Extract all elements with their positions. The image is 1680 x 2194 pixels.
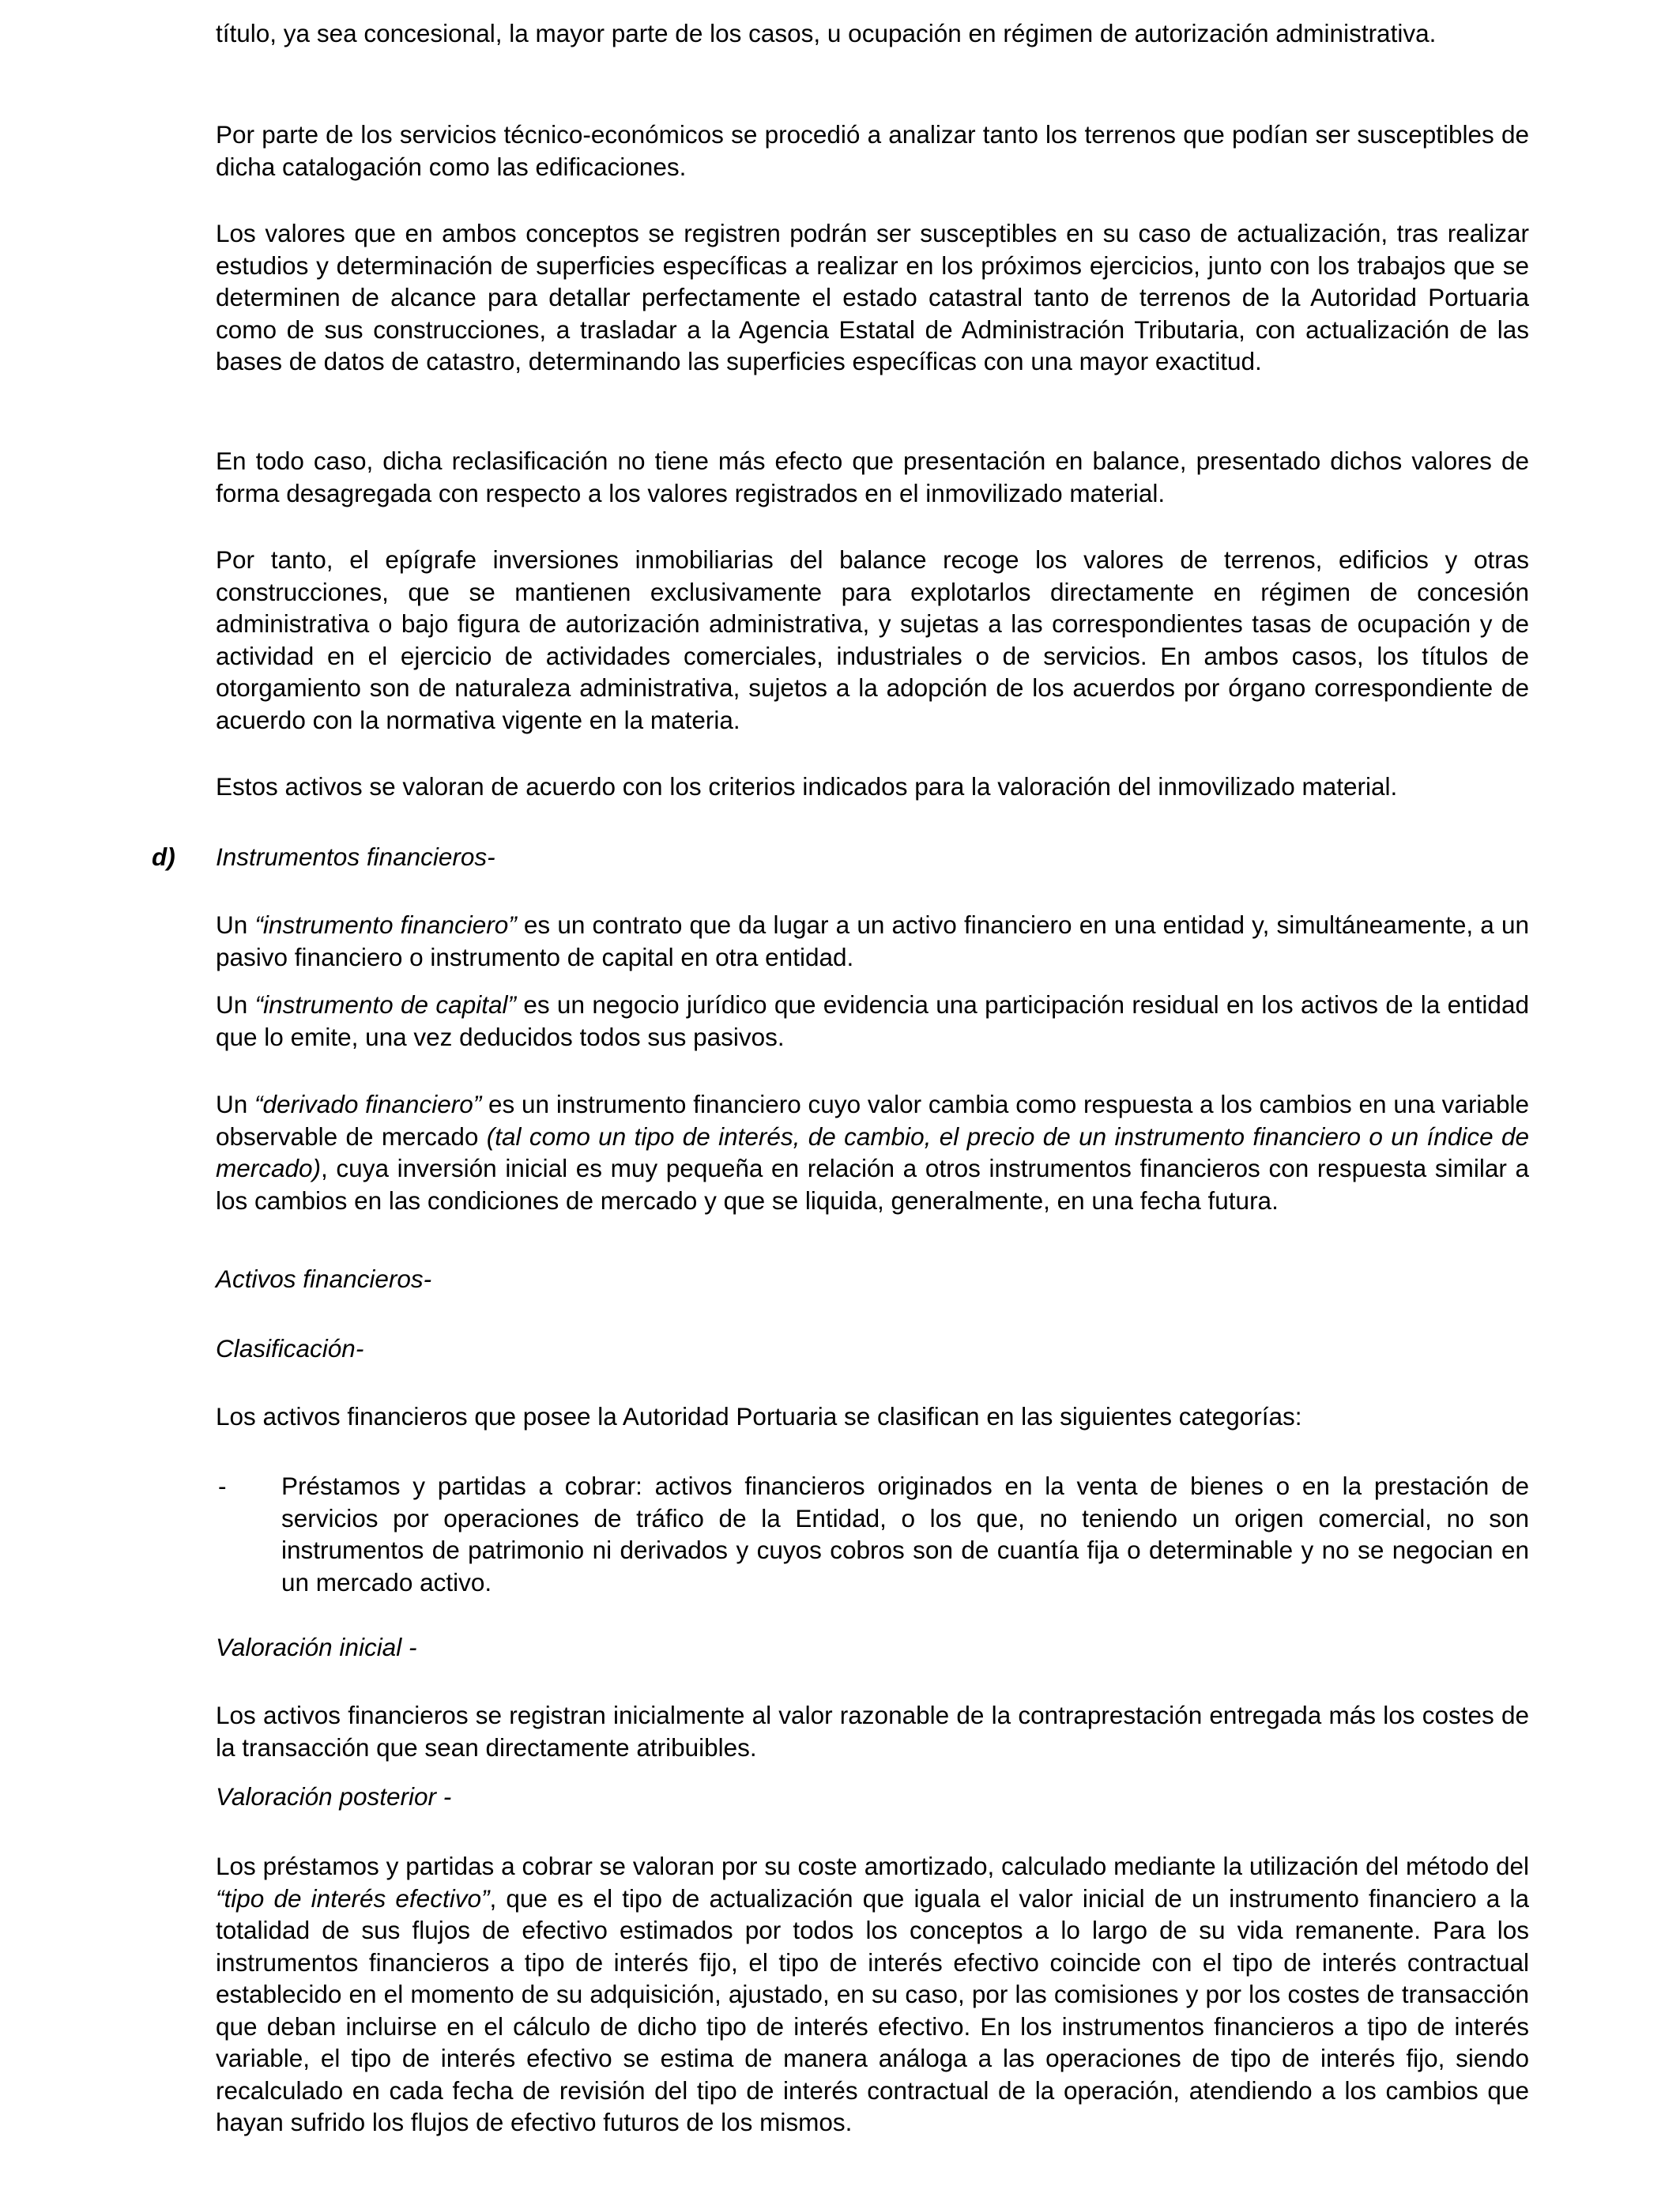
- heading-classification: Clasificación-: [216, 1334, 364, 1363]
- paragraph-reclassification: En todo caso, dicha reclasificación no tiene más efecto que presentación en balance, presentado dichos valores de forma desagregada con respecto a los valores registrados en el inmovilizado material.: [216, 447, 1529, 507]
- section-title: Instrumentos financieros-: [216, 843, 495, 871]
- section-letter: d): [152, 843, 175, 871]
- definition-financial-instrument: [216, 909, 1529, 973]
- defined-term: “instrumento financiero”: [254, 910, 517, 939]
- definition-body-end: , cuya inversión inicial es muy pequeña en relación a otros instrumentos financieros con respuesta similar a los cambios en las condiciones de mercado y que se liquida, generalmente, en una fecha futura.: [216, 1154, 1529, 1215]
- definition-derivative: [216, 1088, 1529, 1216]
- paragraph-real-estate-investments: Por tanto, el epígrafe inversiones inmobiliarias del balance recoge los valores de terrenos, edificios y otras construcciones, que se mantienen exclusivamente para explotarlos directamente en régimen de concesión administrativa o bajo figura de autorización administrativa, y sujetas a las correspondientes tasas de ocupación y de actividad en el ejercicio de actividades comerciales, industriales o de servicios. En ambos casos, los títulos de otorgamiento son de naturaleza administrativa, sujetos a la adopción de los acuerdos por órgano correspondiente de acuerdo con la normativa vigente en la materia.: [216, 545, 1529, 734]
- heading-subsequent-valuation: Valoración posterior -: [216, 1782, 452, 1811]
- definition-prefix: Un: [216, 990, 255, 1019]
- paragraph-concession-title: título, ya sea concesional, la mayor parte de los casos, u ocupación en régimen de autorización administrativa.: [216, 19, 1437, 47]
- paragraph-initial-valuation: Los activos financieros se registran inicialmente al valor razonable de la contraprestación entregada más los costes de la transacción que sean directamente atribuibles.: [216, 1701, 1529, 1762]
- defined-term: “instrumento de capital”: [254, 990, 516, 1019]
- heading-initial-valuation: Valoración inicial -: [216, 1633, 417, 1661]
- paragraph-classification-intro: Los activos financieros que posee la Autoridad Portuaria se clasifican en las siguientes categorías:: [216, 1402, 1302, 1431]
- defined-term: “tipo de interés efectivo”: [216, 1883, 490, 1913]
- paragraph-technical-services: Por parte de los servicios técnico-económicos se procedió a analizar tanto los terrenos que podían ser susceptibles de dicha catalogación como las edificaciones.: [216, 120, 1529, 181]
- definition-prefix: Un: [216, 1090, 255, 1118]
- paragraph-valuation-update: Los valores que en ambos conceptos se registren podrán ser susceptibles en su caso de actualización, tras realizar estudios y determinación de superficies específicas a realizar en los próximos ejercicios, junto con los trabajos que se determinen de alcance para detallar perfectamente el estado catastral tanto de terrenos de la Autoridad Portuaria como de sus construcciones, a trasladar a la Agencia Estatal de Administración Tributaria, con actualización de las bases de datos de catastro, determinando las superficies específicas con una mayor exactitud.: [216, 219, 1529, 375]
- definition-body: es un instrumento financiero cuyo valor cambia como respuesta a los cambios en una variable observable de mercado: [216, 1090, 1529, 1151]
- definition-body: es un contrato que da lugar a un activo financiero en una entidad y, simultáneamente, a un pasivo financiero o instrumento de capital en otra entidad.: [216, 910, 1529, 971]
- paragraph-subsequent-valuation: [216, 1850, 1529, 2139]
- paragraph-asset-valuation: Estos activos se valoran de acuerdo con los criterios indicados para la valoración del inmovilizado material.: [216, 772, 1398, 801]
- definition-example: (tal como un tipo de interés, de cambio, el precio de un instrumento financiero o un índice de mercado): [216, 1122, 1529, 1182]
- defined-term: “derivado financiero”: [254, 1090, 482, 1118]
- definition-body: es un negocio jurídico que evidencia una participación residual en los activos de la entidad que lo emite, una vez deducidos todos sus pasivos.: [216, 990, 1529, 1051]
- definition-prefix: Un: [216, 910, 255, 939]
- bullet-dash: -: [218, 1472, 227, 1500]
- paragraph-text-start: Los préstamos y partidas a cobrar se valoran por su coste amortizado, calculado mediante la utilización del método del: [216, 1852, 1529, 1880]
- bullet-loans-receivables: Préstamos y partidas a cobrar: activos financieros originados en la venta de bienes o en la prestación de servicios por operaciones de tráfico de la Entidad, o los que, no teniendo un origen comercial, no son instrumentos de patrimonio ni derivados y cuyos cobros son de cuantía fija o determinable y no se negocian en un mercado activo.: [281, 1472, 1529, 1596]
- paragraph-text-end: , que es el tipo de actualización que iguala el valor inicial de un instrumento financiero a la totalidad de sus flujos de efectivo estimados por todos los conceptos a lo largo de su vida remanente. Para los instrumentos financieros a tipo de interés fijo, el tipo de interés efectivo coincide con el tipo de interés contractual establecido en el momento de su adquisición, ajustado, en su caso, por las comisiones y por los costes de transacción que deban incluirse en el cálculo de dicho tipo de interés efectivo. En los instrumentos financieros a tipo de interés variable, el tipo de interés efectivo se estima de manera análoga a las operaciones de tipo de interés fijo, siendo recalculado en cada fecha de revisión del tipo de interés contractual de la operación, atendiendo a los cambios que hayan sufrido los flujos de efectivo futuros de los mismos.: [216, 1883, 1529, 2136]
- definition-capital-instrument: [216, 989, 1529, 1053]
- heading-financial-assets: Activos financieros-: [216, 1265, 432, 1293]
